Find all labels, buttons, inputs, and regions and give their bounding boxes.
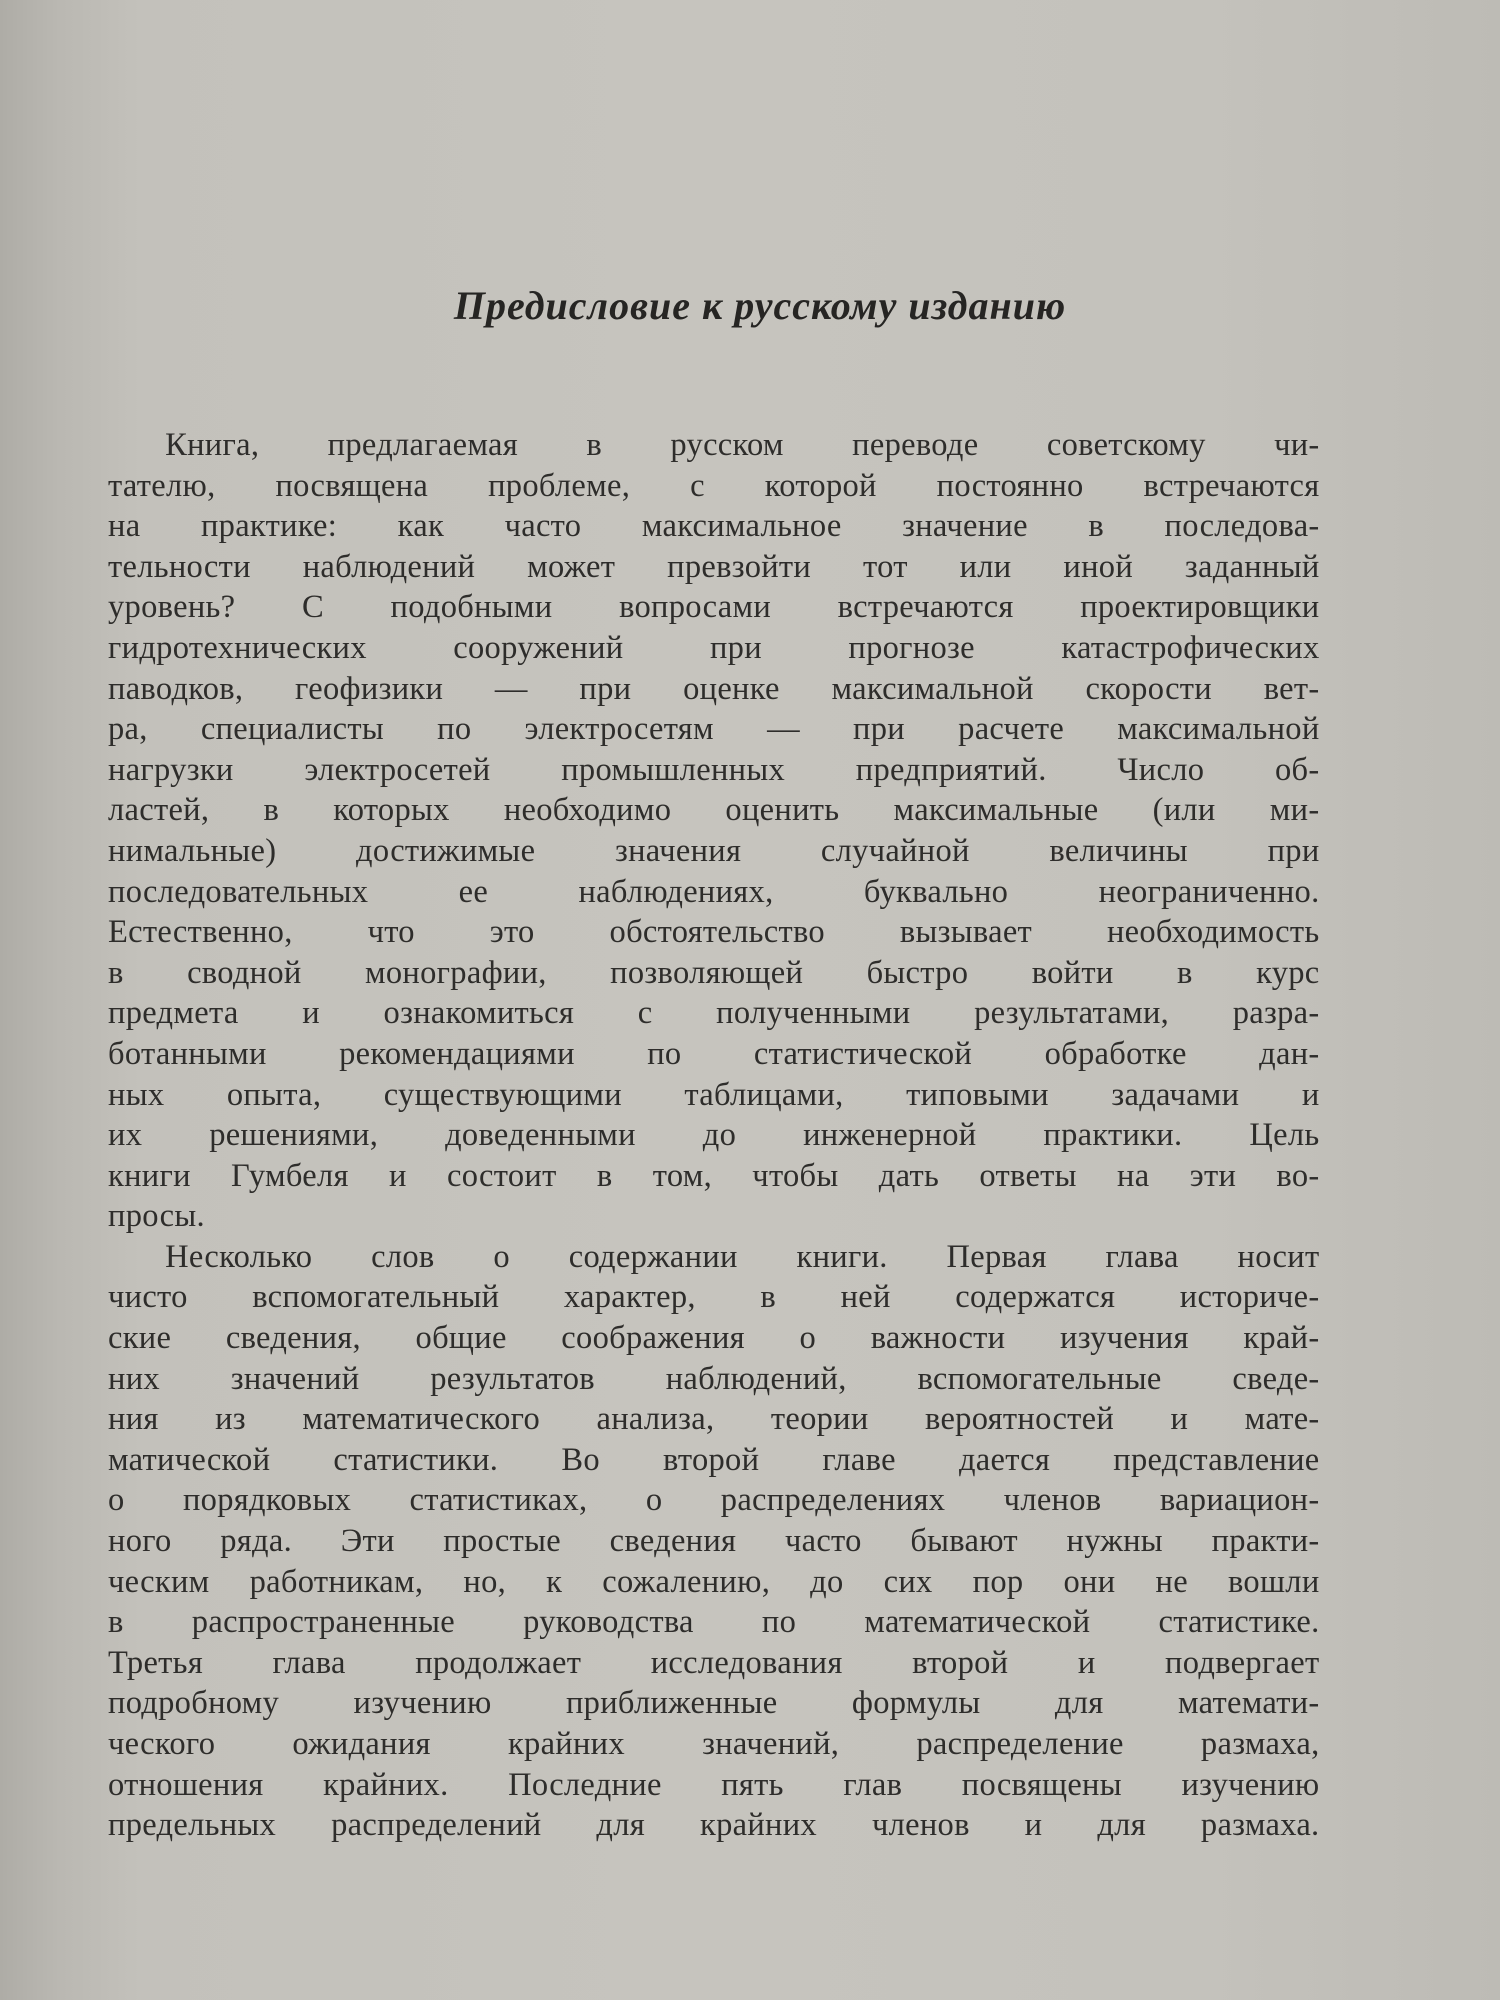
word: вспомогательный: [252, 1279, 500, 1316]
word: ческим: [108, 1563, 210, 1600]
word: ответы: [979, 1157, 1077, 1194]
word: расчете: [958, 711, 1065, 748]
word: что: [367, 914, 415, 951]
word: в: [1088, 508, 1104, 545]
word: простые: [443, 1523, 561, 1560]
word: носит: [1237, 1238, 1320, 1275]
paragraph-2: [108, 1237, 1338, 1846]
word: это: [489, 914, 535, 951]
word: —: [767, 711, 800, 748]
word: максимальное: [641, 508, 842, 545]
word: Эти: [340, 1523, 395, 1560]
word: опыта,: [226, 1076, 322, 1113]
word: предлагаемая: [327, 427, 518, 463]
word: посвящена: [275, 467, 429, 504]
word: с: [690, 467, 705, 504]
text-line: [108, 1765, 1320, 1806]
word: второй: [663, 1441, 760, 1478]
text-line: [108, 750, 1320, 791]
word: дать: [878, 1157, 940, 1194]
word: электросетей: [304, 751, 491, 788]
text-line: [108, 1724, 1320, 1765]
word: глав: [843, 1766, 903, 1803]
word: обстоятельство: [609, 914, 825, 951]
word: по: [437, 711, 472, 748]
word: теории: [770, 1401, 869, 1438]
word: членов: [871, 1807, 970, 1844]
word: общие: [415, 1320, 507, 1357]
word: о: [108, 1482, 125, 1519]
text-line: [108, 1643, 1320, 1684]
word: крайних: [700, 1807, 817, 1844]
word: до: [702, 1117, 737, 1154]
text-line: просы.: [108, 1198, 205, 1235]
word: оценить: [725, 792, 840, 829]
word: паводков,: [108, 670, 244, 707]
text-line: [108, 506, 1320, 547]
word: достижимые: [356, 832, 536, 869]
text-line: [108, 1440, 1320, 1481]
word: содержатся: [955, 1279, 1116, 1316]
word: вызывает: [899, 914, 1033, 951]
word: распределений: [331, 1807, 542, 1844]
word: заданный: [1184, 548, 1320, 585]
word: и: [389, 1157, 407, 1194]
word: они: [1063, 1563, 1116, 1600]
word: максимальной: [831, 670, 1034, 707]
word: математи-: [1177, 1685, 1320, 1722]
word: при: [709, 629, 762, 666]
text-line: [108, 1602, 1320, 1643]
word: (или: [1152, 792, 1216, 829]
word: позволяющей: [610, 954, 804, 991]
word: вошли: [1228, 1563, 1320, 1600]
word: как: [397, 508, 445, 545]
word: содержании: [568, 1238, 738, 1275]
word: дан-: [1259, 1035, 1320, 1072]
text-line: [108, 1521, 1320, 1562]
word: вет-: [1263, 670, 1320, 707]
word: в: [586, 427, 603, 463]
word: распространенные: [191, 1604, 455, 1641]
word: вспомогательные: [917, 1360, 1162, 1397]
word: предмета: [108, 995, 239, 1032]
text-line: [108, 1277, 1320, 1318]
word: изучению: [353, 1685, 492, 1722]
text-line: [108, 1480, 1320, 1521]
text-line: [108, 912, 1320, 953]
word: существующими: [383, 1076, 622, 1113]
word: на: [108, 508, 141, 545]
word: нужны: [1066, 1523, 1163, 1560]
word: и: [1170, 1401, 1189, 1438]
text-line: [108, 1359, 1320, 1400]
text-line: [108, 1034, 1320, 1075]
word: тот: [863, 548, 908, 585]
word: максимальные: [893, 792, 1099, 829]
word: проектировщики: [1080, 589, 1320, 626]
word: для: [1054, 1685, 1104, 1722]
paragraph-1: [108, 425, 1338, 1237]
text-line: [108, 425, 1320, 466]
word: чтобы: [752, 1157, 839, 1194]
word: ознакомиться: [383, 995, 575, 1032]
word: для: [1097, 1807, 1146, 1844]
word: о: [799, 1320, 817, 1357]
word: типовыми: [906, 1076, 1049, 1113]
word: и: [1301, 1076, 1320, 1113]
word: в: [1176, 954, 1193, 991]
word: в: [263, 792, 280, 829]
text-line: [108, 1683, 1320, 1724]
word: сведе-: [1232, 1360, 1320, 1397]
word: встречаются: [837, 589, 1014, 626]
word: слов: [371, 1238, 435, 1275]
word: крайних.: [323, 1766, 449, 1803]
word: во-: [1276, 1157, 1320, 1194]
word: продолжает: [415, 1644, 582, 1681]
word: скорости: [1085, 670, 1213, 707]
word: размаха.: [1200, 1807, 1320, 1844]
word: часто: [504, 508, 582, 545]
word: и: [302, 995, 320, 1032]
word: ра,: [108, 711, 148, 748]
word: пять: [721, 1766, 784, 1803]
text-line: [108, 1075, 1320, 1116]
body-text: [108, 425, 1338, 1846]
word: ных: [108, 1076, 165, 1113]
word: подробному: [108, 1685, 280, 1722]
word: порядковых: [182, 1482, 352, 1519]
word: размаха,: [1200, 1726, 1320, 1762]
word: Книга,: [165, 427, 260, 463]
word: статистике.: [1158, 1604, 1320, 1641]
word: ские: [108, 1320, 172, 1357]
word: ния: [108, 1401, 159, 1438]
word: постоянно: [936, 467, 1084, 504]
text-line: [108, 1156, 1320, 1197]
word: приближенные: [565, 1685, 778, 1722]
word: войти: [1031, 954, 1114, 991]
word: книги: [108, 1157, 191, 1194]
word: к: [546, 1563, 563, 1600]
word: Во: [561, 1441, 600, 1478]
word: о: [493, 1238, 510, 1275]
word: том,: [652, 1157, 713, 1194]
word: мате-: [1244, 1401, 1320, 1438]
word: ческого: [108, 1726, 216, 1762]
word: распределениях: [720, 1482, 946, 1519]
word: в: [108, 954, 124, 991]
word: матической: [108, 1441, 271, 1478]
word: об-: [1275, 751, 1320, 788]
word: ряда.: [220, 1523, 293, 1560]
word: соображения: [561, 1320, 745, 1357]
word: практике:: [200, 508, 338, 545]
word: Гумбеля: [231, 1157, 349, 1194]
text-line: [108, 628, 1320, 669]
word: чисто: [108, 1279, 188, 1316]
word: наблюдений,: [665, 1360, 847, 1397]
word: промышленных: [561, 751, 786, 788]
word: пор: [972, 1563, 1024, 1600]
word: быстро: [866, 954, 969, 991]
word: Цель: [1249, 1117, 1320, 1154]
word: книги.: [796, 1238, 888, 1275]
word: проблеме,: [488, 467, 631, 504]
word: статистиках,: [409, 1482, 588, 1519]
page-title: Предисловие к русскому изданию: [453, 283, 1067, 328]
word: Несколько: [165, 1238, 313, 1275]
word: их: [108, 1117, 143, 1154]
word: вопросами: [619, 589, 772, 626]
word: может: [527, 548, 616, 585]
word: ного: [108, 1523, 172, 1560]
text-line: [108, 1237, 1320, 1278]
word: курс: [1256, 954, 1320, 991]
word: ластей,: [108, 792, 210, 829]
word: нимальные): [108, 832, 277, 869]
word: таблицами,: [684, 1076, 844, 1113]
word: которой: [764, 467, 877, 504]
word: оценке: [683, 670, 780, 707]
word: в: [596, 1157, 613, 1194]
word: последовательных: [108, 873, 369, 910]
word: руководства: [523, 1604, 694, 1641]
word: и: [1024, 1807, 1043, 1844]
word: на: [1117, 1157, 1150, 1194]
word: изучения: [1060, 1320, 1189, 1357]
word: вариацион-: [1159, 1482, 1320, 1519]
word: чи-: [1274, 427, 1320, 463]
word: величины: [1049, 832, 1188, 869]
word: работникам,: [249, 1563, 424, 1600]
text-line: [108, 587, 1320, 628]
word: необходимость: [1106, 914, 1320, 951]
word: ней: [840, 1279, 891, 1316]
word: —: [494, 670, 528, 707]
word: электросетям: [524, 711, 714, 748]
text-line: [108, 1318, 1320, 1359]
word: специалисты: [200, 711, 384, 748]
word: из: [215, 1401, 246, 1438]
text-line: [108, 1805, 1320, 1846]
word: сведения,: [225, 1320, 361, 1357]
word: сожалению,: [602, 1563, 771, 1600]
text-line: [108, 831, 1320, 872]
word: нагрузки: [108, 751, 234, 788]
word: гидротехнических: [108, 629, 367, 666]
word: полученными: [716, 995, 911, 1032]
word: них: [108, 1360, 160, 1397]
word: иной: [1063, 548, 1134, 585]
word: статистики.: [333, 1441, 499, 1478]
word: переводе: [852, 427, 979, 463]
word: геофизики: [295, 670, 444, 707]
word: характер,: [563, 1279, 696, 1316]
text-line: [108, 669, 1320, 710]
word: прогнозе: [848, 629, 975, 666]
text-line: [108, 466, 1320, 507]
word: сих: [883, 1563, 933, 1600]
word: представление: [1113, 1441, 1320, 1478]
word: случайной: [820, 832, 970, 869]
word: край-: [1243, 1320, 1320, 1357]
word: неограниченно.: [1098, 873, 1320, 910]
word: Число: [1117, 751, 1205, 788]
word: результатами,: [974, 995, 1170, 1032]
word: отношения: [108, 1766, 264, 1803]
word: в: [760, 1279, 777, 1316]
word: но,: [463, 1563, 507, 1600]
word: Первая: [946, 1238, 1047, 1275]
word: исследования: [650, 1644, 843, 1681]
word: монографии,: [365, 954, 547, 991]
word: Третья: [108, 1644, 204, 1681]
word: эти: [1189, 1157, 1237, 1194]
word: формулы: [851, 1685, 981, 1722]
word: крайних: [507, 1726, 625, 1762]
word: необходимо: [503, 792, 672, 829]
word: ее: [458, 873, 489, 910]
word: при: [579, 670, 632, 707]
word: при: [1267, 832, 1320, 869]
word: сведения: [609, 1523, 737, 1560]
word: максимальной: [1117, 711, 1320, 748]
word: часто: [784, 1523, 862, 1560]
word: Естественно,: [108, 914, 293, 951]
word: бывают: [910, 1523, 1018, 1560]
word: или: [959, 548, 1012, 585]
word: решениями,: [209, 1117, 379, 1154]
word: при: [853, 711, 906, 748]
word: и: [1077, 1644, 1096, 1681]
word: которых: [333, 792, 450, 829]
word: историче-: [1179, 1279, 1320, 1316]
word: разра-: [1232, 995, 1320, 1032]
word: значений,: [702, 1726, 840, 1762]
word: тателю,: [108, 467, 216, 504]
word: значение: [902, 508, 1028, 545]
text-line: [108, 1562, 1320, 1603]
word: последова-: [1164, 508, 1320, 545]
word: практи-: [1211, 1523, 1320, 1560]
word: до: [810, 1563, 844, 1600]
word: практики.: [1043, 1117, 1183, 1154]
word: С: [301, 589, 324, 626]
word: распределение: [916, 1726, 1124, 1762]
word: математической: [864, 1604, 1091, 1641]
word: состоит: [446, 1157, 557, 1194]
word: глава: [272, 1644, 346, 1681]
word: глава: [1105, 1238, 1179, 1275]
word: значения: [614, 832, 742, 869]
word: важности: [870, 1320, 1006, 1357]
word: главе: [822, 1441, 896, 1478]
word: статистической: [753, 1035, 973, 1072]
word: Последние: [508, 1766, 662, 1803]
word: сооружений: [453, 629, 624, 666]
word: русском: [670, 427, 784, 463]
word: по: [647, 1035, 682, 1072]
word: уровень?: [108, 589, 236, 626]
word: предельных: [108, 1807, 277, 1844]
word: буквально: [863, 873, 1009, 910]
word: тельности: [108, 548, 251, 585]
word: инженерной: [803, 1117, 977, 1154]
word: доведенными: [445, 1117, 636, 1154]
word: не: [1155, 1563, 1188, 1600]
word: подвергает: [1165, 1644, 1320, 1681]
word: катастрофических: [1061, 629, 1320, 666]
word: по: [761, 1604, 797, 1641]
word: дается: [958, 1441, 1051, 1478]
word: вероятностей: [925, 1401, 1115, 1438]
word: наблюдениях,: [578, 873, 774, 910]
word: значений: [230, 1360, 360, 1397]
word: превзойти: [667, 548, 812, 585]
word: обработке: [1044, 1035, 1187, 1072]
word: результатов: [430, 1360, 595, 1397]
text-line: [108, 953, 1320, 994]
text-line: [108, 547, 1320, 588]
word: для: [596, 1807, 646, 1844]
word: рекомендациями: [339, 1035, 575, 1072]
word: ми-: [1269, 792, 1320, 829]
text-line: [108, 872, 1320, 913]
word: о: [645, 1482, 663, 1519]
word: сводной: [187, 954, 302, 991]
word: второй: [912, 1644, 1009, 1681]
word: математического: [302, 1401, 541, 1438]
text-line: [108, 993, 1320, 1034]
text-line: [108, 709, 1320, 750]
word: анализа,: [596, 1401, 715, 1438]
text-line: [108, 790, 1320, 831]
word: ожидания: [292, 1726, 431, 1762]
word: подобными: [390, 589, 553, 626]
word: в: [108, 1604, 124, 1641]
word: задачами: [1111, 1076, 1240, 1113]
text-line: [108, 1115, 1320, 1156]
text-line: [108, 1399, 1320, 1440]
word: советскому: [1046, 427, 1206, 463]
word: наблюдений: [302, 548, 476, 585]
word: встречаются: [1143, 467, 1320, 504]
word: ботанными: [108, 1035, 267, 1072]
word: посвящены: [961, 1766, 1122, 1803]
word: изучению: [1181, 1766, 1320, 1803]
word: с: [637, 995, 653, 1032]
word: предприятий.: [855, 751, 1047, 788]
word: членов: [1003, 1482, 1102, 1519]
